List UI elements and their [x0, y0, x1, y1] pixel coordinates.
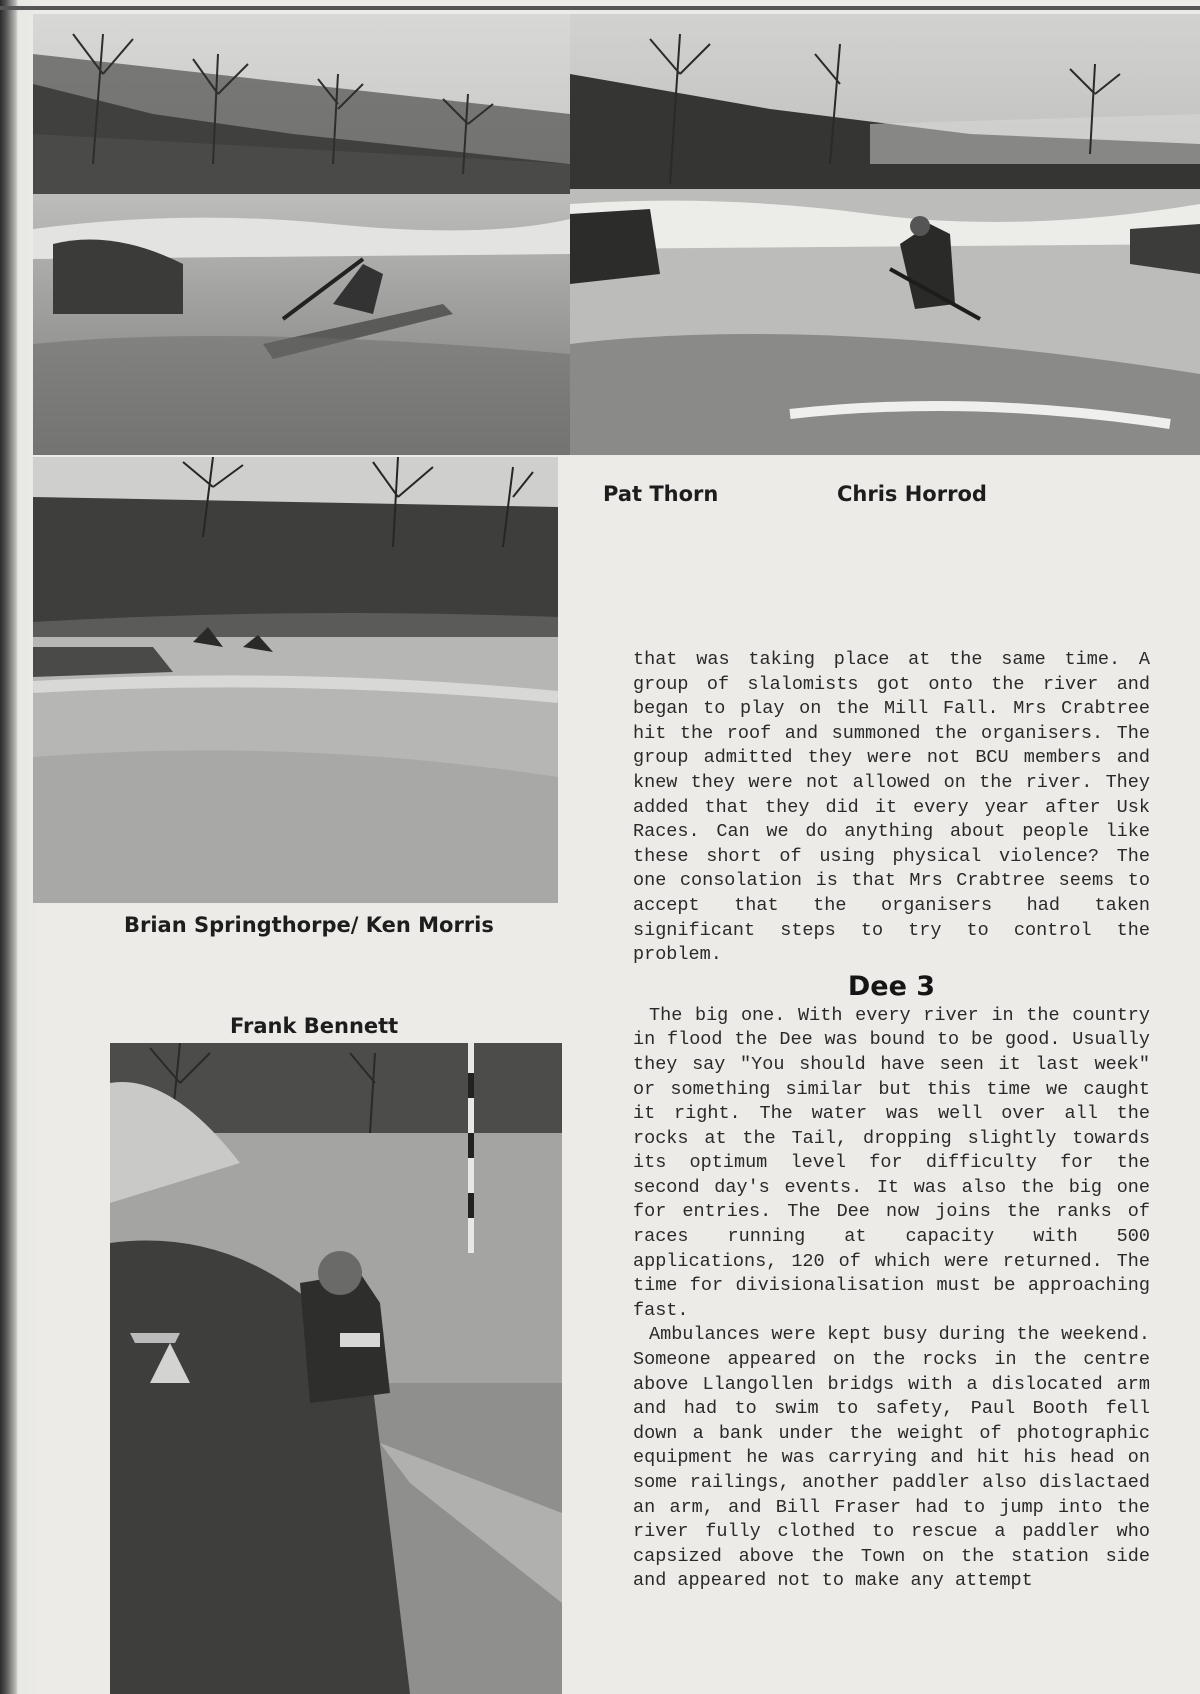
- article-paragraph: Ambulances were kept busy during the weekend. Someone appeared on the rocks in the centre above Llangollen bridgs with a dislocated arm and had to swim to safety, Paul Booth fell down a bank under the weight of photographic equipment he was carrying and hit his head on some railings, another paddler also dislactaed an arm, and Bill Fraser had to jump into the river fully clothed to rescue a paddler who capsized above the Town on the station side and appeared not to make any attempt: [633, 1324, 1150, 1592]
- photo-two-paddlers-flood: [33, 457, 558, 903]
- caption-chris-horrod: Chris Horrod: [837, 482, 987, 506]
- caption-pat-thorn: Pat Thorn: [603, 482, 719, 506]
- article-paragraph: The big one. With every river in the country in flood the Dee was bound to be good. Usually they say "You should have seen it last week" or something similar but this time we caught it right. The water was well over all the rocks at the Tail, dropping slightly towards its optimum level for difficulty for the second day's events. It was also the big one for entries. The Dee now joins the ranks of races running at capacity with 500 applications, 120 of which were returned. The time for divisionalisation must be approaching fast.: [633, 1004, 1150, 1321]
- article-column: [633, 648, 1150, 1594]
- photo-paddler-whitewater: [570, 14, 1200, 455]
- photo-canoeist-weir: [33, 14, 570, 455]
- caption-brian-ken: Brian Springthorpe/ Ken Morris: [124, 913, 494, 937]
- caption-frank-bennett: Frank Bennett: [230, 1014, 399, 1038]
- section-heading: Dee 3: [847, 970, 936, 1002]
- page-spine-shadow: [0, 0, 18, 1694]
- photo-bank-official: [110, 1043, 562, 1694]
- article-paragraph: that was taking place at the same time. A group of slalomists got onto the river and began to play on the Mill Fall. Mrs Crabtree hit the roof and summoned the organisers. The group admitted they were not BCU members and knew they were not allowed on the river. They added that they did it every year after Usk Races. Can we do anything about people like these short of using physical violence? The one consolation is that Mrs Crabtree seems to accept that the organisers had taken significant steps to try to control the problem.: [633, 649, 1150, 966]
- page-top-edge: [0, 6, 1200, 10]
